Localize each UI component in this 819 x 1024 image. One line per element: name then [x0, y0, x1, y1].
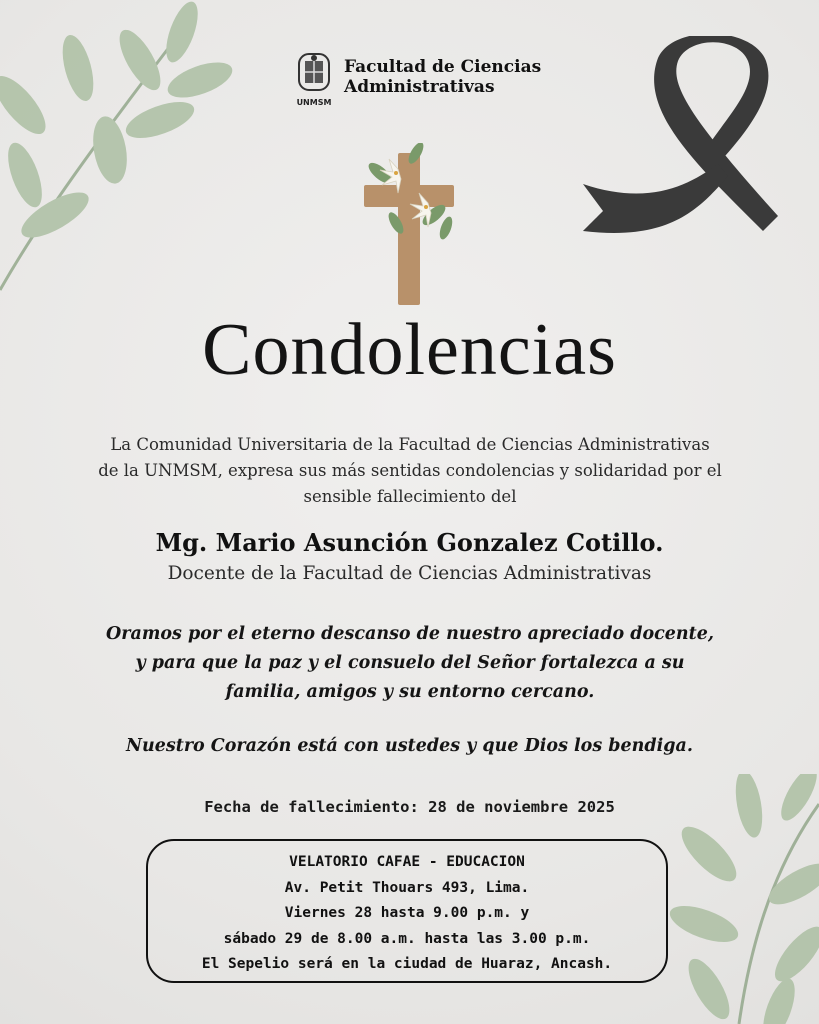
prayer-line: Oramos por el eterno descanso de nuestro apreciado docente, [106, 624, 714, 644]
wake-info-box [146, 839, 668, 983]
university-seal [294, 52, 334, 108]
prayer-paragraph [60, 620, 760, 707]
intro-line: sensible fallecimiento del [303, 487, 517, 506]
intro-line: La Comunidad Universitaria de la Facultad de Ciencias Administrativas [110, 435, 710, 454]
wake-line: sábado 29 de 8.00 a.m. hasta las 3.00 p.m. [223, 930, 591, 947]
deceased-name: Mg. Mario Asunción Gonzalez Cotillo. [155, 528, 664, 557]
deceased-role: Docente de la Facultad de Ciencias Administrativas [167, 563, 652, 584]
faculty-logo [294, 52, 541, 108]
faculty-name-line2: Administrativas [344, 77, 495, 97]
prayer-line: y para que la paz y el consuelo del Señor fortalezca a su [135, 653, 685, 673]
cross-with-lilies-icon [356, 143, 466, 308]
wake-line: VELATORIO CAFAE - EDUCACION [289, 854, 525, 870]
intro-line: de la UNMSM, expresa sus más sentidas condolencias y solidaridad por el [98, 461, 722, 480]
leaf-branch-icon [0, 0, 240, 300]
page-title: Condolencias [202, 309, 617, 391]
blessing-text: Nuestro Corazón está con ustedes y que Dios los bendiga. [126, 736, 693, 756]
mourning-ribbon-icon [578, 36, 788, 246]
prayer-line: familia, amigos y su entorno cercano. [225, 682, 595, 702]
seal-caption: UNMSM [296, 98, 332, 107]
faculty-name [344, 57, 541, 97]
faculty-name-line1: Facultad de Ciencias [344, 57, 542, 77]
wake-line: Viernes 28 hasta 9.00 p.m. y [284, 905, 530, 921]
wake-line: El Sepelio será en la ciudad de Huaraz, Ancash. [201, 956, 613, 972]
wake-line: Av. Petit Thouars 493, Lima. [284, 879, 530, 896]
death-date: Fecha de fallecimiento: 28 de noviembre 2025 [204, 798, 615, 816]
intro-paragraph [60, 432, 760, 510]
university-seal-icon [295, 52, 333, 96]
